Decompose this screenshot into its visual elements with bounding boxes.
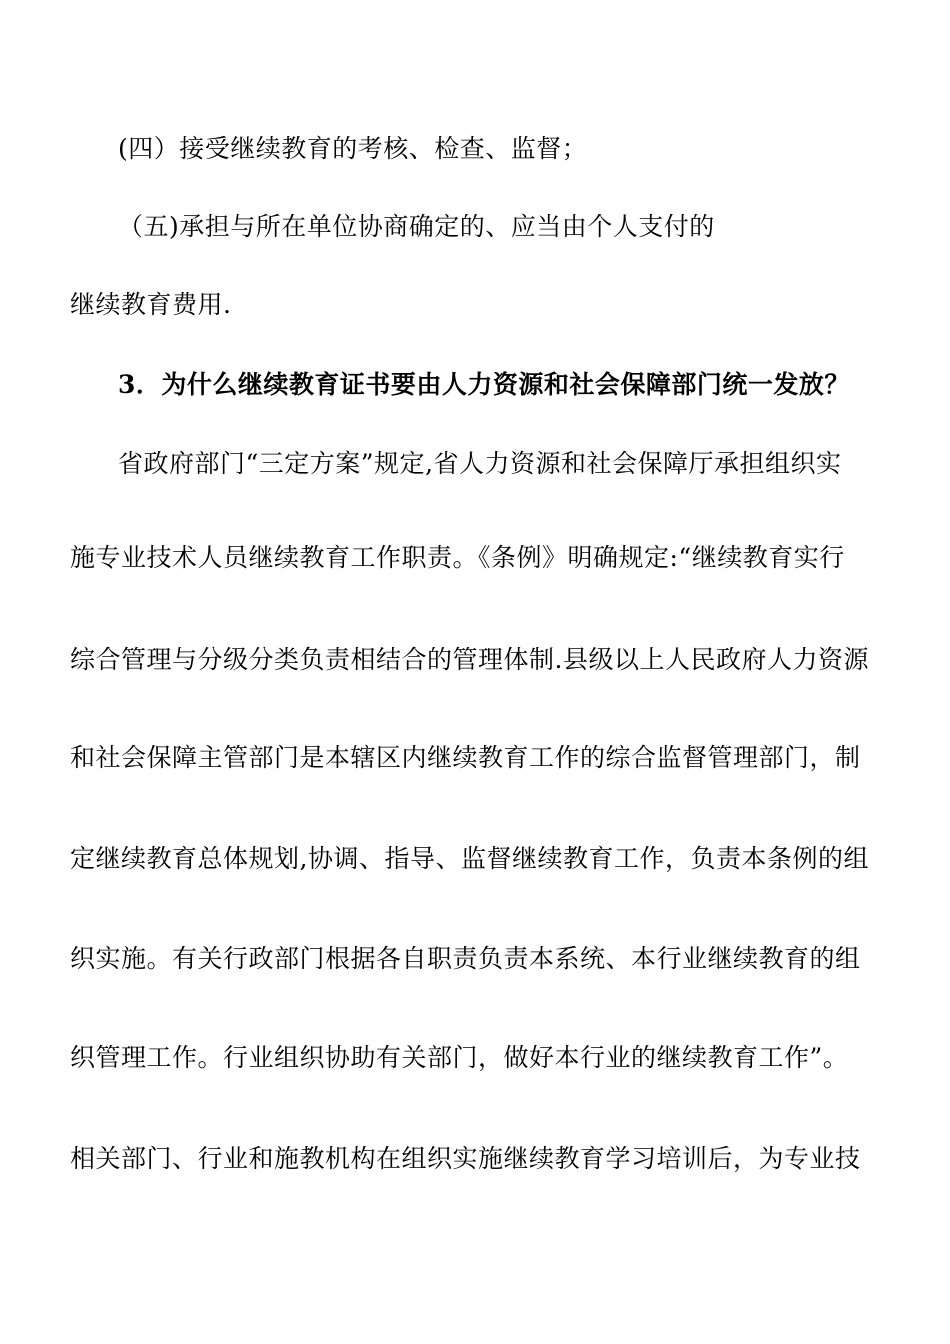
paragraph-line: 综合管理与分级分类负责相结合的管理体制.县级以上人民政府人力资源	[70, 645, 869, 674]
list-item-five: （五)承担与所在单位协商确定的、应当由个人支付的	[118, 212, 715, 241]
paragraph-line: 施专业技术人员继续教育工作职责。《条例》明确规定:“继续教育实行	[70, 543, 845, 572]
paragraph-line: 织管理工作。行业组织协助有关部门，做好本行业的继续教育工作”。	[70, 1043, 849, 1072]
paragraph-line: 定继续教育总体规划,协调、指导、监督继续教育工作，负责本条例的组	[70, 844, 869, 873]
section-heading: 3．为什么继续教育证书要由人力资源和社会保障部门统一发放？	[118, 370, 850, 399]
list-item-four: (四）接受继续教育的考核、检查、监督；	[118, 134, 588, 163]
paragraph-line: 和社会保障主管部门是本辖区内继续教育工作的综合监督管理部门，制	[70, 743, 861, 772]
paragraph-line: 织实施。有关行政部门根据各自职责负责本系统、本行业继续教育的组	[70, 944, 861, 973]
paragraph-line: 相关部门、行业和施教机构在组织实施继续教育学习培训后，为专业技	[70, 1144, 861, 1173]
list-item-five-continued: 继续教育费用.	[70, 290, 232, 319]
paragraph-line: 省政府部门“三定方案”规定,省人力资源和社会保障厅承担组织实	[118, 449, 842, 478]
